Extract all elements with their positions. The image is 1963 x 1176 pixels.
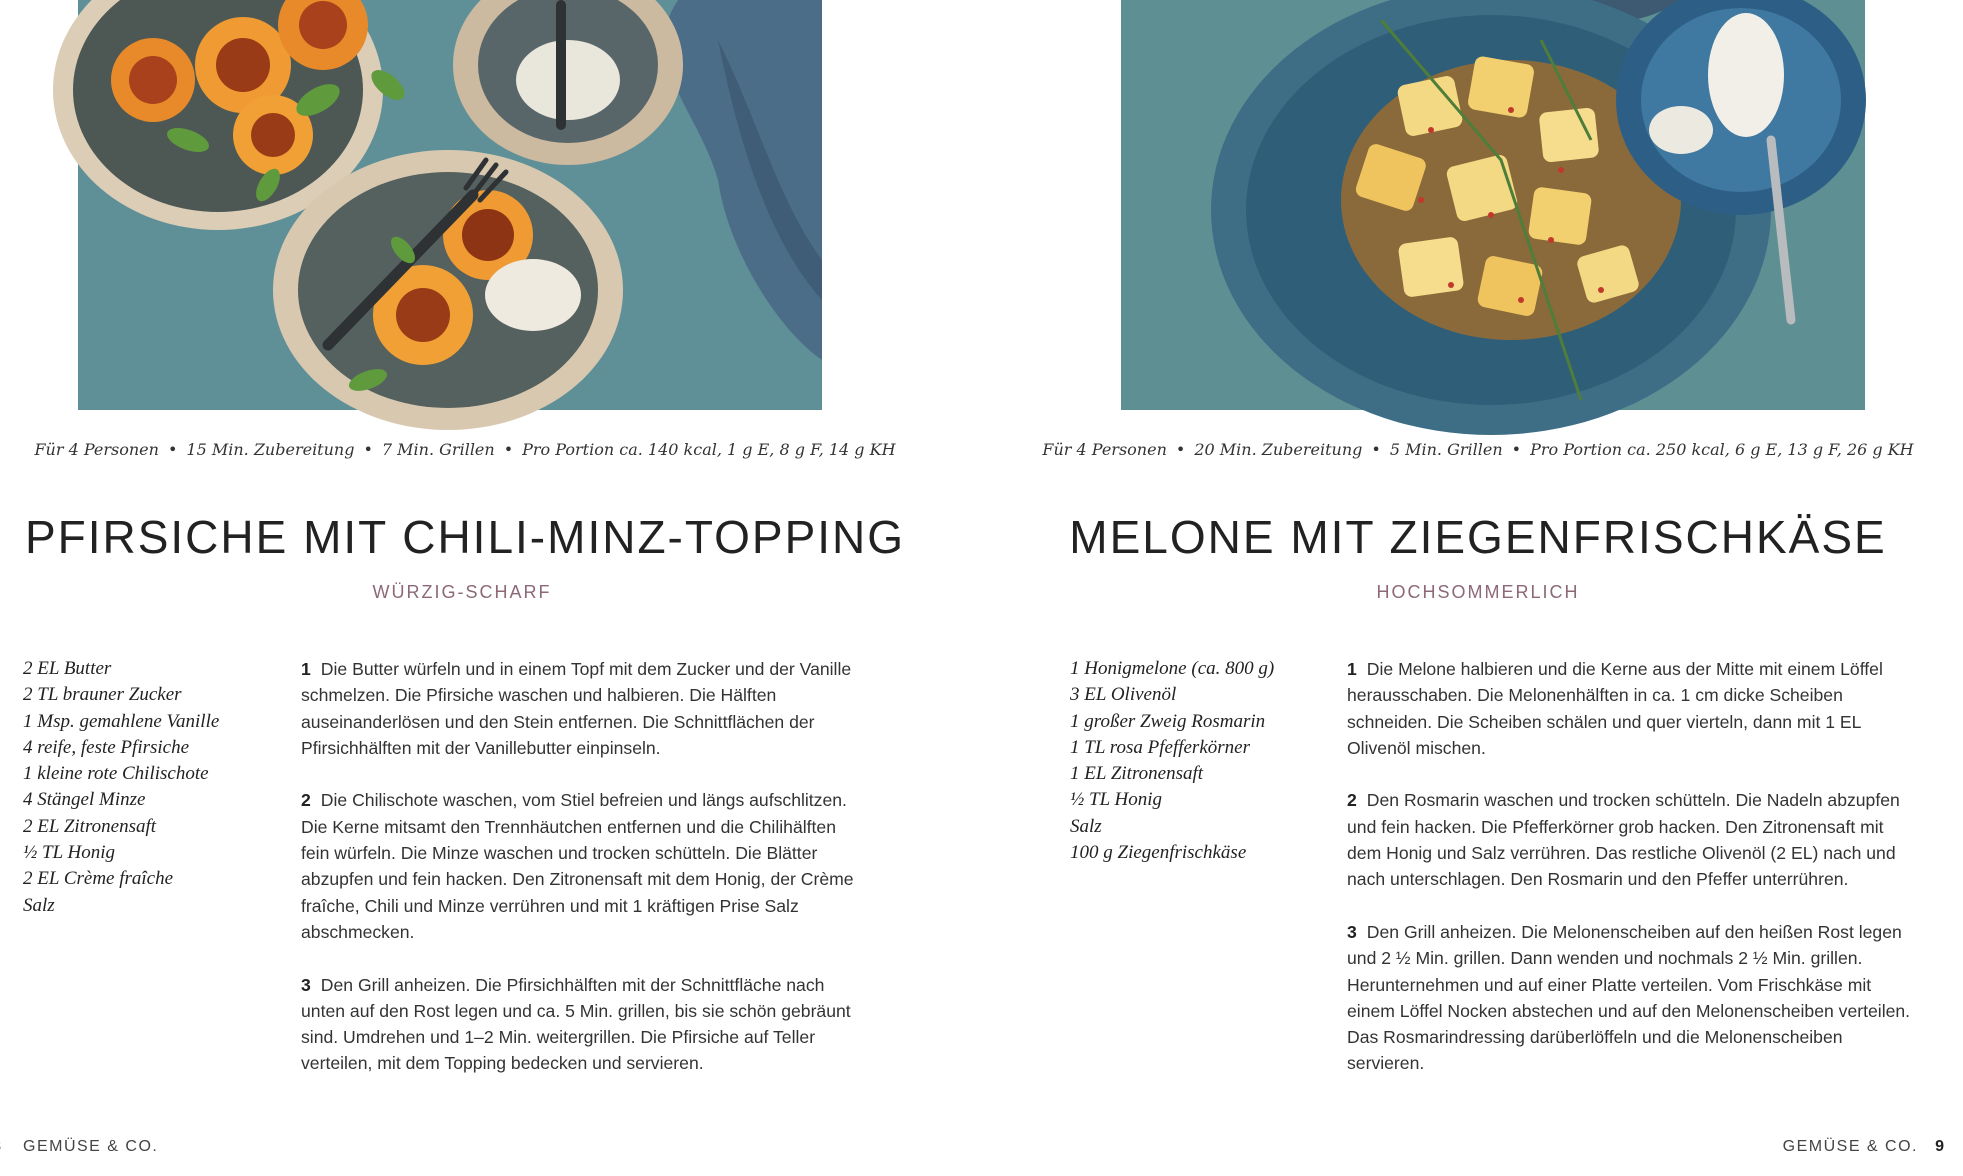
- ingredient-item: 2 EL Crème fraîche: [23, 868, 174, 890]
- ingredient-item: 1 EL Zitronensaft: [1070, 763, 1204, 785]
- instruction-step: [301, 787, 866, 945]
- grill-time: 7 Min. Grillen: [381, 440, 495, 459]
- bullet-separator: •: [503, 440, 514, 459]
- ingredient-item: 4 reife, feste Pfirsiche: [23, 736, 190, 758]
- ingredient-item: 2 EL Butter: [23, 658, 112, 679]
- section-footer: GEMÜSE & CO.: [23, 1138, 159, 1155]
- step-text: Den Rosmarin waschen und trocken schütteln. Die Nadeln abzupfen und fein hacken. Die Pfefferkörner grob hacken. Den Zitronensaft mit dem Honig und Salz verrühren. Das restliche Olivenöl (2 EL) nach und nach unterschlagen. Den Rosmarin und den Pfeffer unterrühren.: [1347, 790, 1900, 890]
- instruction-step: [1347, 787, 1912, 892]
- instruction-steps: [301, 656, 866, 1103]
- grill-time: 5 Min. Grillen: [1389, 440, 1503, 459]
- page-number: [0, 1138, 1, 1156]
- step-number: 2: [1347, 790, 1357, 811]
- ingredient-item: 2 EL Zitronensaft: [23, 815, 157, 837]
- prep-time: 20 Min. Zubereitung: [1194, 440, 1363, 459]
- instruction-step: [301, 656, 866, 761]
- recipe-subtitle: WÜRZIG-SCHARF: [372, 582, 552, 602]
- step-text: Den Grill anheizen. Die Pfirsichhälften mit der Schnittfläche nach unten auf den Rost legen und ca. 5 Min. grillen, bis sie schön gebräunt sind. Umdrehen und 1–2 Min. weitergrillen. Die Pfirsiche auf Teller verteilen, mit dem Topping bedecken und servieren.: [301, 974, 851, 1074]
- servings: Für 4 Personen: [1042, 440, 1167, 459]
- step-number: 1: [301, 659, 311, 679]
- step-text: Die Melone halbieren und die Kerne aus der Mitte mit einem Löffel herausschaben. Die Melonenhälften in ca. 1 cm dicke Scheiben schneiden. Die Scheiben schälen und quer vierteln, dann mit 1 EL Olivenöl mischen.: [1347, 659, 1883, 758]
- recipe-meta-line: [0, 440, 950, 459]
- bullet-separator: •: [1175, 440, 1186, 459]
- right-page: [970, 0, 1944, 1176]
- recipe-title: MELONE MIT ZIEGENFRISCHKÄSE: [1069, 511, 1887, 563]
- instruction-step: [1347, 919, 1912, 1077]
- recipe-title: PFIRSICHE MIT CHILI-MINZ-TOPPING: [24, 511, 906, 563]
- nutrition: Pro Portion ca. 140 kcal, 1 g E, 8 g F, 14 g KH: [522, 440, 896, 459]
- ingredient-item: 3 EL Olivenöl: [1070, 684, 1177, 706]
- ingredient-item: Salz: [23, 894, 55, 916]
- ingredient-item: Salz: [1070, 815, 1102, 837]
- left-page: [0, 0, 970, 1176]
- ingredient-item: 1 TL rosa Pfefferkörner: [1070, 736, 1250, 758]
- bullet-separator: •: [363, 440, 373, 459]
- prep-time: 15 Min. Zubereitung: [186, 440, 355, 459]
- section-footer: GEMÜSE & CO.: [1782, 1138, 1918, 1155]
- ingredient-item: 1 großer Zweig Rosmarin: [1070, 710, 1266, 732]
- ingredient-item: 1 kleine rote Chilischote: [23, 763, 209, 785]
- bullet-separator: •: [167, 440, 178, 459]
- ingredient-list: [23, 656, 219, 919]
- recipe-subtitle: HOCHSOMMERLICH: [1376, 582, 1580, 602]
- melon-dish-photo: [1121, 0, 1865, 410]
- ingredient-item: 100 g Ziegenfrischkäse: [1070, 842, 1247, 864]
- step-number: 2: [301, 790, 311, 811]
- peach-dish-illustration: [78, 0, 822, 410]
- peach-dish-photo: [78, 0, 822, 410]
- step-text: Den Grill anheizen. Die Melonenscheiben auf den heißen Rost legen und 2 ½ Min. grillen. Dann wenden und nochmals 2 ½ Min. grillen. Herunternehmen und auf einer Platte verteilen. Vom Frischkäse mit einem Löffel Nocken abstechen und auf den Melonenscheiben verteilen. Das Rosmarindressing darüberlöffeln und die Melonenscheiben servieren.: [1347, 921, 1911, 1074]
- recipe-meta-line: [993, 440, 1963, 459]
- servings: Für 4 Personen: [34, 440, 159, 459]
- step-number: 3: [1347, 921, 1357, 942]
- step-number: 3: [301, 974, 311, 995]
- step-number: 1: [1347, 659, 1357, 679]
- nutrition: Pro Portion ca. 250 kcal, 6 g E, 13 g F, 26 g KH: [1530, 440, 1914, 459]
- bullet-separator: •: [1511, 440, 1522, 459]
- bullet-separator: •: [1371, 440, 1381, 459]
- instruction-steps: [1347, 656, 1912, 1103]
- instruction-step: [1347, 656, 1912, 761]
- ingredient-list: [1070, 656, 1274, 866]
- step-text: Die Butter würfeln und in einem Topf mit dem Zucker und der Vanille schmelzen. Die Pfirsiche waschen und halbieren. Die Hälften auseinanderlösen und den Stein entfernen. Die Schnittflächen der Pfirsichhälften mit der Vanillebutter einpinseln.: [301, 659, 852, 758]
- ingredient-item: ½ TL Honig: [1070, 789, 1163, 811]
- page-number: 9: [1935, 1138, 1944, 1155]
- step-text: Die Chilischote waschen, vom Stiel befreien und längs aufschlitzen. Die Kerne mitsamt den Trennhäutchen entfernen und die Chilihälften fein würfeln. Die Minze waschen und trocken schütteln. Die Blätter abzupfen und fein hacken. Den Zitronensaft mit dem Honig, der Crème fraîche, Chili und Minze verrühren und mit 1 kräftigen Prise Salz abschmecken.: [301, 790, 854, 942]
- ingredient-item: ½ TL Honig: [23, 842, 116, 864]
- instruction-step: [301, 972, 866, 1077]
- ingredient-item: 1 Msp. gemahlene Vanille: [23, 710, 220, 732]
- ingredient-item: 2 TL brauner Zucker: [23, 684, 182, 706]
- ingredient-item: 4 Stängel Minze: [23, 789, 146, 811]
- melon-dish-illustration: [1121, 0, 1865, 410]
- ingredient-item: 1 Honigmelone (ca. 800 g): [1070, 658, 1275, 679]
